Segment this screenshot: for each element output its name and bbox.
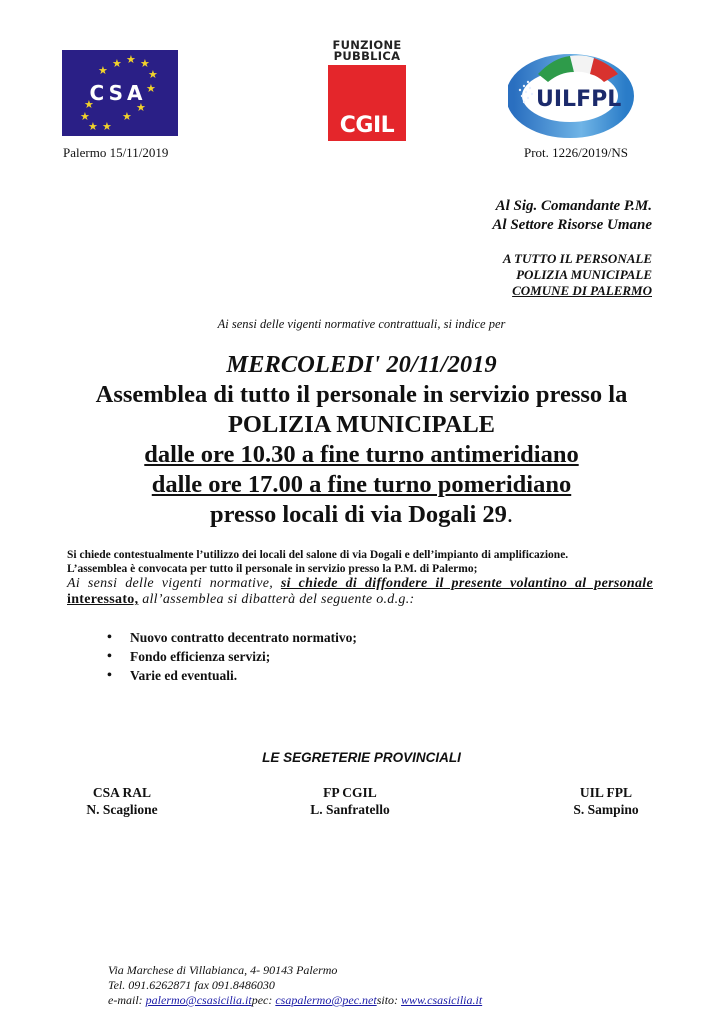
p3-emphasis-2: interessato, bbox=[67, 592, 139, 607]
csa-logo-graphic bbox=[62, 50, 178, 136]
p3-emphasis: si chiede di diffondere il presente volantino al personale bbox=[280, 576, 653, 591]
meeting-date: MERCOLEDI' 20/11/2019 bbox=[226, 351, 497, 378]
meeting-place-period: . bbox=[506, 501, 514, 528]
pec-label: pec: bbox=[251, 993, 276, 1007]
svg-text:★: ★ bbox=[98, 65, 108, 77]
protocol-number: Prot. 1226/2019/NS bbox=[524, 145, 629, 160]
pec-link[interactable]: csapalermo@pec.net bbox=[275, 993, 377, 1007]
cgil-logo-brand: CGIL bbox=[339, 113, 395, 138]
recipient-police: POLIZIA MUNICIPALE bbox=[516, 267, 652, 282]
signature-cgil bbox=[270, 784, 430, 818]
signature-org: CSA RAL bbox=[92, 785, 152, 800]
p3-start: Ai sensi delle vigenti normative, bbox=[67, 576, 281, 591]
recipient-all-staff: A TUTTO IL PERSONALE bbox=[502, 251, 652, 266]
meeting-place bbox=[0, 500, 723, 530]
announcement-line2: POLIZIA MUNICIPALE bbox=[227, 411, 496, 438]
recipients-secondary bbox=[503, 251, 652, 299]
email-link[interactable]: palermo@csasicilia.it bbox=[145, 993, 252, 1007]
uil-logo-text: UILFPL bbox=[536, 87, 622, 112]
intro-text: Ai sensi delle vigenti normative contrattuali, si indice per bbox=[217, 317, 506, 331]
site-label: sito: bbox=[376, 993, 402, 1007]
cgil-logo bbox=[328, 40, 406, 142]
body-text bbox=[67, 549, 653, 608]
uil-logo bbox=[508, 44, 638, 138]
site-link[interactable]: www.csasicilia.it bbox=[401, 993, 483, 1007]
agenda-item: • Fondo efficienza servizi; bbox=[107, 647, 357, 666]
svg-text:★: ★ bbox=[122, 111, 132, 123]
signature-csa bbox=[42, 784, 202, 818]
svg-text:★: ★ bbox=[112, 58, 122, 70]
email-label: e-mail: bbox=[108, 993, 146, 1007]
recipient-municipality: COMUNE DI PALERMO bbox=[512, 283, 652, 298]
cgil-red-block bbox=[328, 65, 406, 141]
svg-text:★: ★ bbox=[80, 111, 90, 123]
svg-text:★: ★ bbox=[126, 54, 136, 66]
svg-text:★: ★ bbox=[136, 102, 146, 114]
announcement-line1: Assemblea di tutto il personale in servizio presso la bbox=[95, 381, 628, 408]
svg-text:★: ★ bbox=[146, 83, 156, 95]
csa-logo bbox=[62, 50, 178, 136]
body-paragraph-1: Si chiede contestualmente l’utilizzo dei locali del salone di via Dogali e dell’impianto di amplificazione. bbox=[67, 549, 569, 561]
svg-text:★: ★ bbox=[140, 58, 150, 70]
footer-contacts bbox=[108, 993, 482, 1008]
meeting-place-text: presso locali di via Dogali 29 bbox=[209, 501, 507, 528]
footer bbox=[108, 963, 482, 1008]
svg-text:★: ★ bbox=[148, 69, 158, 81]
svg-text:★: ★ bbox=[88, 121, 98, 133]
csa-logo-text: CSA bbox=[89, 81, 147, 105]
footer-phone: Tel. 091.6262871 fax 091.8486030 bbox=[108, 978, 275, 992]
uil-logo-graphic bbox=[508, 44, 638, 138]
svg-text:★: ★ bbox=[84, 99, 94, 111]
svg-text:★: ★ bbox=[102, 121, 112, 133]
signature-uil bbox=[526, 784, 686, 818]
p3-end: all’assemblea si dibatterà del seguente o.d.g.: bbox=[138, 592, 415, 607]
cgil-logo-line1: FUNZIONE bbox=[332, 38, 402, 52]
agenda-item: • Nuovo contratto decentrato normativo; bbox=[107, 628, 357, 647]
announcement bbox=[0, 350, 723, 530]
signature-org: FP CGIL bbox=[323, 785, 377, 800]
body-paragraph-2: L’assemblea è convocata per tutto il personale in servizio presso la P.M. di Palermo; bbox=[67, 562, 478, 575]
recipient-commander: Al Sig. Comandante P.M. bbox=[495, 198, 652, 214]
body-paragraph-3 bbox=[67, 576, 653, 608]
agenda-list bbox=[107, 628, 357, 685]
time-morning: dalle ore 10.30 a fine turno antimeridiano bbox=[144, 441, 579, 468]
agenda-item: • Varie ed eventuali. bbox=[107, 666, 357, 685]
signature-name: L. Sanfratello bbox=[310, 802, 390, 817]
time-afternoon: dalle ore 17.00 a fine turno pomeridiano bbox=[151, 471, 572, 498]
cgil-logo-line2: PUBBLICA bbox=[333, 49, 401, 63]
signature-name: S. Sampino bbox=[573, 802, 639, 817]
recipient-hr: Al Settore Risorse Umane bbox=[492, 217, 652, 233]
signature-org: UIL FPL bbox=[579, 785, 633, 800]
signature-name: N. Scaglione bbox=[86, 802, 158, 817]
document-date: Palermo 15/11/2019 bbox=[63, 145, 169, 160]
signatures-title: LE SEGRETERIE PROVINCIALI bbox=[262, 750, 461, 765]
recipients-primary bbox=[492, 197, 652, 235]
footer-address: Via Marchese di Villabianca, 4- 90143 Palermo bbox=[108, 963, 338, 977]
